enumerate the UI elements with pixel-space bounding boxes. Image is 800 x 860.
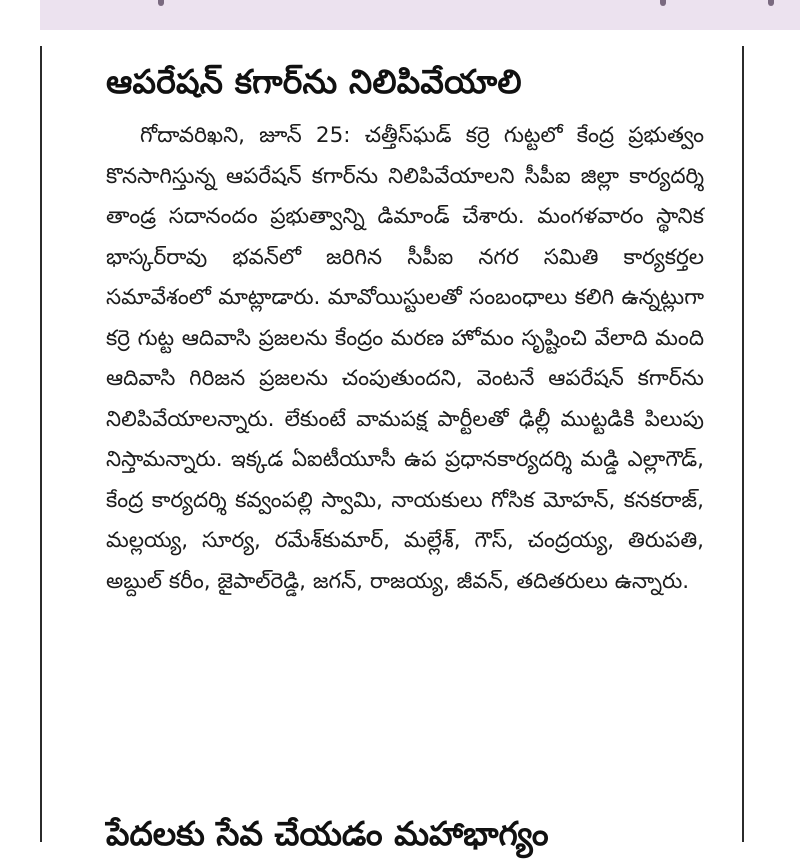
column-rule-left <box>40 46 42 842</box>
strip-mark-right <box>768 0 774 6</box>
article-body: గోదావరిఖని, జూన్ 25: చత్తీస్‌ఘడ్ కర్రె గుట్టలో కేంద్ర ప్రభుత్వం కొనసాగిస్తున్న ఆపరేషన్ కగార్‌ను నిలిపివేయాలని సీపీఐ జిల్లా కార్యదర్శి తాండ్ర సదానందం ప్రభుత్వాన్ని డిమాండ్ చేశారు. మంగళవారం స్థానిక భాస్కర్‌రావు భవన్‌లో జరిగిన సీపీఐ నగర సమితి కార్యకర్తల సమావేశంలో మాట్లాడారు. మావోయిస్టులతో సంబంధాలు కలిగి ఉన్నట్లుగా కర్రె గుట్ట ఆదివాసి ప్రజలను కేంద్రం మరణ హోమం సృష్టించి వేలాది మంది ఆదివాసి గిరిజన ప్రజలను చంపుతుందని, వెంటనే ఆపరేషన్ కగార్‌ను నిలిపివేయాలన్నారు. లేకుంటే వామపక్ష పార్టీలతో ఢిల్లీ ముట్టడికి పిలుపు నిస్తామన్నారు. ఇక్కడ ఏఐటీయూసీ ఉప ప్రధానకార్యదర్శి మడ్డి ఎల్లాగౌడ్, కేంద్ర కార్యదర్శి కవ్వంపల్లి స్వామి, నాయకులు గోసిక మోహన్, కనకరాజ్, మల్లయ్య, సూర్య, రమేశ్‌కుమార్, మల్లేశ్, గౌస్, చంద్రయ్య, తిరుపతి, అబ్దుల్ కరీం, జైపాల్‌రెడ్డి, జగన్, రాజయ్య, జీవన్, తదితరులు ఉన్నారు. <box>106 123 704 594</box>
column-rule-right <box>742 46 744 842</box>
article-headline: ఆపరేషన్ కగార్‌ను నిలిపివేయాలి <box>106 62 522 101</box>
previous-article-strip <box>40 0 800 30</box>
next-article-headline: పేదలకు సేవ చేయడం మహాభాగ్యం <box>106 814 549 853</box>
strip-mark-mid <box>660 0 666 6</box>
news-article <box>106 56 706 602</box>
strip-mark-left <box>158 0 164 6</box>
